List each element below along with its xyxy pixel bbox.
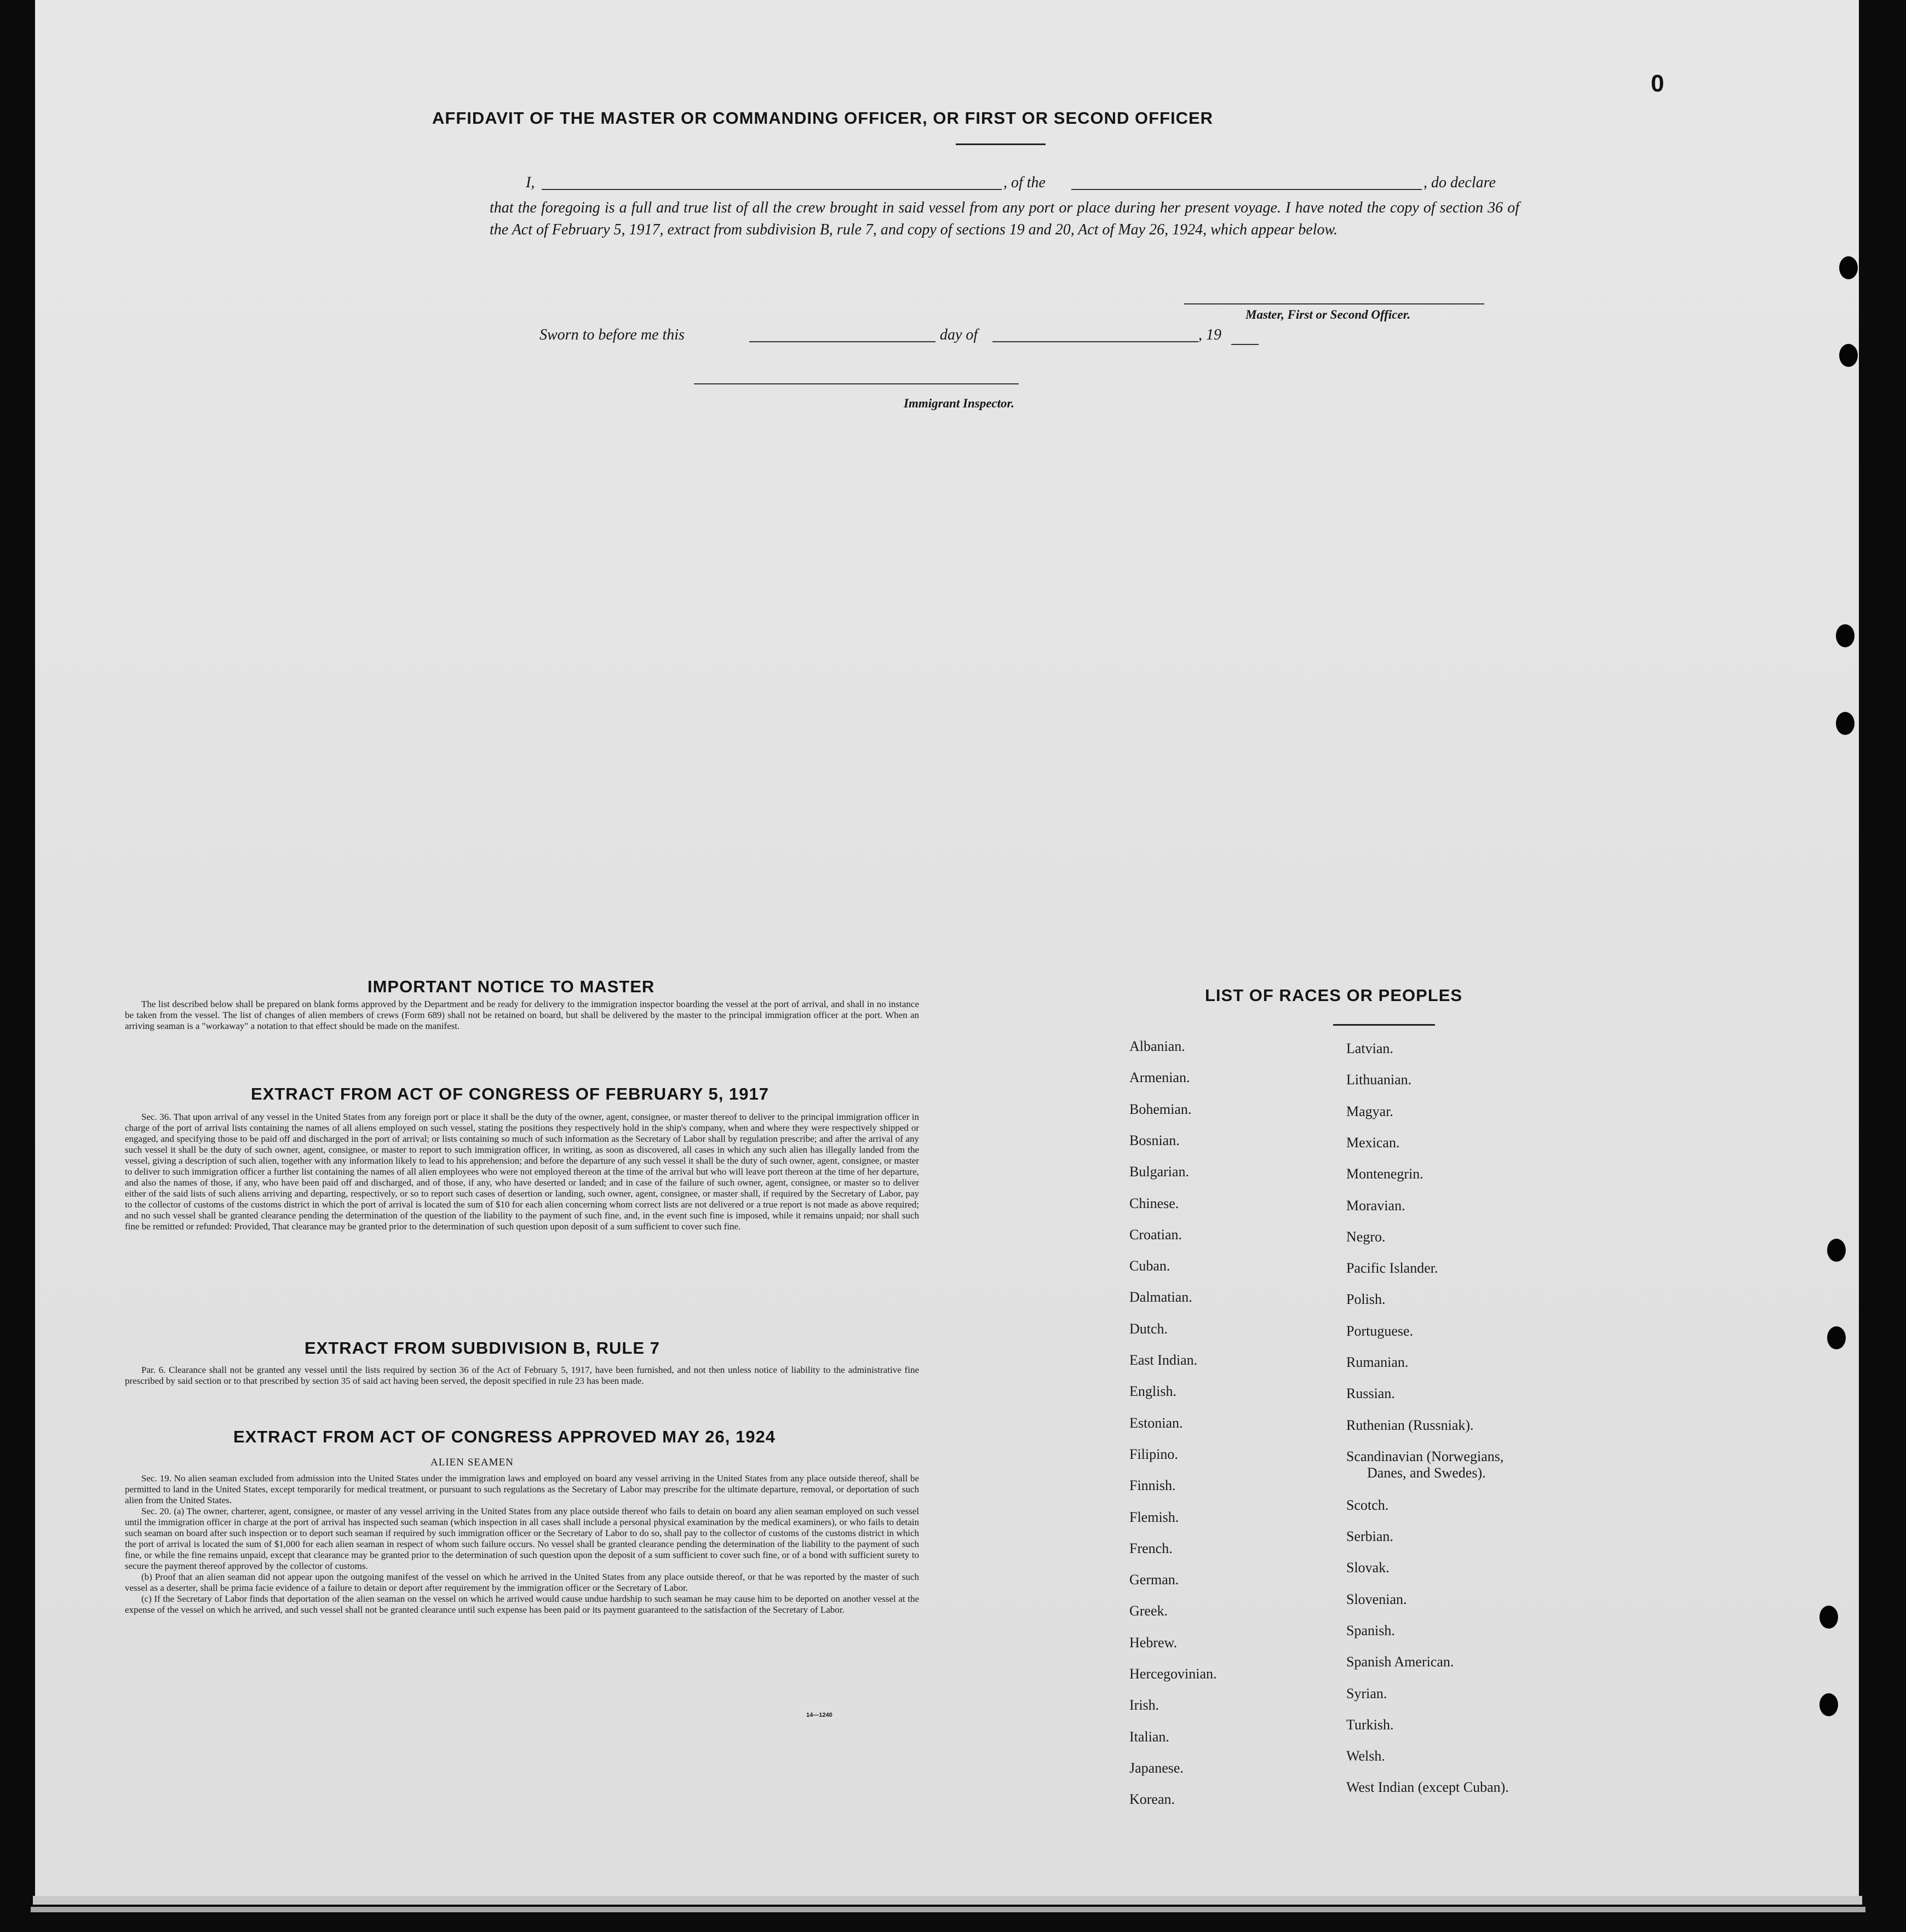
race-item: Negro.: [1346, 1228, 1386, 1245]
race-item: Slovak.: [1346, 1560, 1390, 1576]
race-item: Slovenian.: [1346, 1591, 1407, 1607]
race-item: Flemish.: [1129, 1509, 1179, 1525]
binder-hole-icon: [1836, 624, 1855, 647]
binder-hole-icon: [1827, 1326, 1846, 1349]
race-item: French.: [1129, 1540, 1173, 1556]
race-item: Syrian.: [1346, 1685, 1387, 1701]
race-item: Turkish.: [1346, 1716, 1394, 1733]
race-item: Mexican.: [1346, 1134, 1400, 1151]
affidavit-line1-suffix: , do declare: [1423, 174, 1496, 191]
sec-20b-paragraph: (b) Proof that an alien seaman did not appear upon the outgoing manifest of the vessel on which he arrived in the United States from any place outside thereof, or that he was reported by the master of such vessel as a deserter, shall be prima facie evidence of a failure to detain or deport after requirement by the immigration officer or the Secretary of Labor.: [125, 1572, 919, 1593]
notice-text: [125, 999, 919, 1032]
race-item: Lithuanian.: [1346, 1072, 1412, 1088]
sworn-year: , 19: [1198, 326, 1221, 343]
race-item: Welsh.: [1346, 1748, 1385, 1764]
notice-title: IMPORTANT NOTICE TO MASTER: [368, 977, 655, 996]
race-item: Japanese.: [1129, 1760, 1184, 1776]
extract-rule7-text: [125, 1365, 919, 1387]
race-item: Armenian.: [1129, 1070, 1190, 1086]
races-title: LIST OF RACES OR PEOPLES: [1205, 986, 1463, 1005]
race-item: Serbian.: [1346, 1528, 1393, 1544]
affidavit-title-rule: [956, 143, 1046, 145]
binder-hole-icon: [1839, 256, 1858, 279]
sworn-day-of: day of: [940, 326, 978, 343]
race-item: Dalmatian.: [1129, 1289, 1192, 1306]
race-item: Montenegrin.: [1346, 1166, 1423, 1182]
race-item: West Indian (except Cuban).: [1346, 1779, 1509, 1796]
race-item: Spanish American.: [1346, 1654, 1454, 1670]
race-item: Hebrew.: [1129, 1634, 1178, 1651]
race-item-continuation: Danes, and Swedes).: [1367, 1464, 1486, 1481]
race-item: Rumanian.: [1346, 1354, 1409, 1370]
race-item: Latvian.: [1346, 1040, 1393, 1056]
extract-1917-text: [125, 1112, 919, 1232]
binder-hole-icon: [1839, 344, 1858, 367]
race-item: Estonian.: [1129, 1415, 1183, 1431]
race-item: Ruthenian (Russniak).: [1346, 1417, 1474, 1433]
name-blank: [542, 189, 1002, 190]
alien-seamen-subtitle: ALIEN SEAMEN: [430, 1457, 514, 1468]
page-edge: [33, 1896, 1862, 1905]
race-item: Dutch.: [1129, 1320, 1168, 1337]
races-title-rule: [1333, 1024, 1435, 1026]
race-item: Pacific Islander.: [1346, 1260, 1438, 1277]
binder-hole-icon: [1819, 1693, 1838, 1716]
race-item: Albanian.: [1129, 1038, 1185, 1054]
race-item: Scandinavian (Norwegians,: [1346, 1448, 1504, 1464]
race-item: East Indian.: [1129, 1352, 1198, 1368]
race-item: Portuguese.: [1346, 1323, 1414, 1339]
race-item: Greek.: [1129, 1603, 1168, 1619]
document-page: [35, 0, 1859, 1896]
extract-1924-text: [125, 1473, 919, 1615]
binder-hole-icon: [1819, 1606, 1838, 1629]
sec-19-paragraph: Sec. 19. No alien seaman excluded from admission into the United States under the immigration laws and employed on board any vessel arriving in the United States from any place outside thereof, shall be permitted to land in the United States, except temporarily for medical treatment, or pursuant to such regulations as the Secretary of Labor may prescribe for the ultimate departure, removal, or deportation of such alien from the United States.: [125, 1473, 919, 1505]
section-36-paragraph: Sec. 36. That upon arrival of any vessel in the United States from any foreign port or place it shall be the duty of the owner, agent, consignee, or master thereof to deliver to the principal immigration officer in charge of the port of arrival lists containing the names of all aliens employed on such vessel, stating the positions they respectively hold in the ship's company, when and where they were respectively shipped or engaged, and specifying those to be paid off and discharged in the port of arrival; or lists containing so much of such information as the Secretary of Labor shall by regulation prescribe; and after the arrival of any such vessel it shall be the duty of such owner, agent, consignee, or master to report to such immigration officer, in writing, as soon as discovered, all cases in which any such alien has illegally landed from the vessel, giving a description of such alien, together with any information likely to lead to his apprehension; and before the departure of any such vessel it shall be the duty of such owner, agent, consignee, or master to deliver to such immigration officer a further list containing the names of all alien employees who were not employed thereon at the time of the arrival but who will leave port thereon at the time of her departure, and also the names of those, if any, who have been paid off and discharged, and of those, if any, who have deserted or landed; and in case of the failure of such owner, agent, consignee, or master so to deliver either of the said lists of such aliens arriving and departing, respectively, or so to report such cases of desertion or landing, such owner, agent, consignee, or master shall, if required by the Secretary of Labor, pay to the collector of customs of the customs district in which the port of arrival is located the sum of $10 for each alien concerning whom correct lists are not delivered or a true report is not made as above required; and no such vessel shall be granted clearance pending the determination of the question of the liability to the payment of such fine, and, in the event such fine is imposed, while it remains unpaid; nor shall such fine be remitted or refunded: Provided, That clearance may be granted prior to the determination of such question upon deposit of a sum sufficient to cover such fine.: [125, 1112, 919, 1232]
race-item: Magyar.: [1346, 1103, 1393, 1119]
page-edge-lower: [31, 1907, 1865, 1912]
race-item: Bulgarian.: [1129, 1164, 1190, 1180]
signature-line: [1184, 303, 1484, 304]
signature-label: Master, First or Second Officer.: [1245, 308, 1411, 321]
race-item: Irish.: [1129, 1697, 1159, 1714]
sworn-prefix: Sworn to before me this: [539, 326, 685, 343]
inspector-line: [694, 383, 1019, 384]
sec-20a-paragraph: Sec. 20. (a) The owner, charterer, agent, consignee, or master of any vessel arriving in the United States from any place outside thereof who fails to detain on board any alien seaman employed on such vessel until the immigration officer in charge at the port of arrival has inspected such seaman (which inspection in all cases shall include a personal physical examination by the medical examiners), or who fails to detain such seaman on board after such inspection or to deport such seaman if required by such immigration officer or the Secretary of Labor to do so, shall pay to the collector of customs of the customs district in which the port of arrival is located the sum of $1,000 for each alien seaman in respect of whom such failure occurs. No vessel shall be granted clearance pending the determination of the liability to the payment of such fine, or while the fine remains unpaid, except that clearance may be granted prior to the determination of such question upon the deposit of a sum sufficient to cover such fine, or of a bond with sufficient surety to secure the payment thereof approved by the collector of customs.: [125, 1506, 919, 1571]
race-item: English.: [1129, 1383, 1176, 1400]
race-item: Chinese.: [1129, 1195, 1179, 1211]
race-item: Italian.: [1129, 1728, 1169, 1745]
race-item: Korean.: [1129, 1791, 1175, 1808]
race-item: Spanish.: [1346, 1622, 1395, 1638]
vessel-blank: [1071, 189, 1422, 190]
extract-rule7-title: EXTRACT FROM SUBDIVISION B, RULE 7: [305, 1338, 660, 1358]
race-item: Moravian.: [1346, 1197, 1405, 1214]
binder-hole-icon: [1827, 1239, 1846, 1262]
corner-mark: 0: [1651, 70, 1664, 97]
race-item: Russian.: [1346, 1385, 1395, 1402]
race-item: Hercegovinian.: [1129, 1666, 1217, 1682]
affidavit-line1-mid: , of the: [1003, 174, 1046, 191]
extract-1917-title: EXTRACT FROM ACT OF CONGRESS OF FEBRUARY 5, 1917: [251, 1084, 769, 1103]
notice-paragraph: The list described below shall be prepared on blank forms approved by the Department and be ready for delivery to the immigration inspector boarding the vessel at the port of arrival, and shall in no instance be taken from the vessel. The list of changes of alien members of crews (Form 689) shall not be retained on board, but shall be delivered by the master to the principal immigration officer at the port. When an arriving seaman is a "workaway" a notation to that effect should be made on the manifest.: [125, 999, 919, 1031]
race-item: German.: [1129, 1572, 1179, 1588]
sworn-month-blank: [992, 341, 1198, 342]
affidavit-title: AFFIDAVIT OF THE MASTER OR COMMANDING OFFICER, OR FIRST OR SECOND OFFICER: [432, 108, 1214, 128]
sworn-day-blank: [749, 341, 935, 342]
race-item: Bosnian.: [1129, 1132, 1180, 1148]
inspector-label: Immigrant Inspector.: [904, 396, 1014, 410]
race-item: Finnish.: [1129, 1477, 1176, 1494]
par-6-paragraph: Par. 6. Clearance shall not be granted any vessel until the lists required by section 36 of the Act of February 5, 1917, have been furnished, and not then unless notice of liability to the administrative fine prescribed by said section or to that prescribed by section 35 of said act having been served, the deposit specified in rule 23 has been made.: [125, 1365, 919, 1386]
affidavit-body: that the foregoing is a full and true list of all the crew brought in said vessel from any port or place during her present voyage. I have noted the copy of section 36 of the Act of February 5, 1917, extract from subdivision B, rule 7, and copy of sections 19 and 20, Act of May 26, 1924, which appear below.: [490, 199, 1519, 238]
form-number: 14—1240: [806, 1712, 833, 1718]
race-item: Scotch.: [1346, 1497, 1389, 1513]
binder-hole-icon: [1836, 712, 1855, 735]
race-item: Cuban.: [1129, 1258, 1170, 1274]
race-item: Croatian.: [1129, 1226, 1182, 1243]
race-item: Bohemian.: [1129, 1101, 1192, 1117]
race-item: Filipino.: [1129, 1446, 1178, 1462]
extract-1924-title: EXTRACT FROM ACT OF CONGRESS APPROVED MAY 26, 1924: [233, 1427, 776, 1446]
race-item: Polish.: [1346, 1291, 1386, 1308]
sec-20c-paragraph: (c) If the Secretary of Labor finds that deportation of the alien seaman on the vessel on which he arrived would cause undue hardship to such seaman he may cause him to be deported on another vessel at the expense of the vessel on which he arrived, and such vessel shall not be granted clearance until such expense has been paid or its payment guaranteed to the satisfaction of the Secretary of Labor.: [125, 1594, 919, 1615]
sworn-year-blank: [1231, 344, 1259, 345]
affidavit-line1-prefix: I,: [526, 174, 535, 191]
